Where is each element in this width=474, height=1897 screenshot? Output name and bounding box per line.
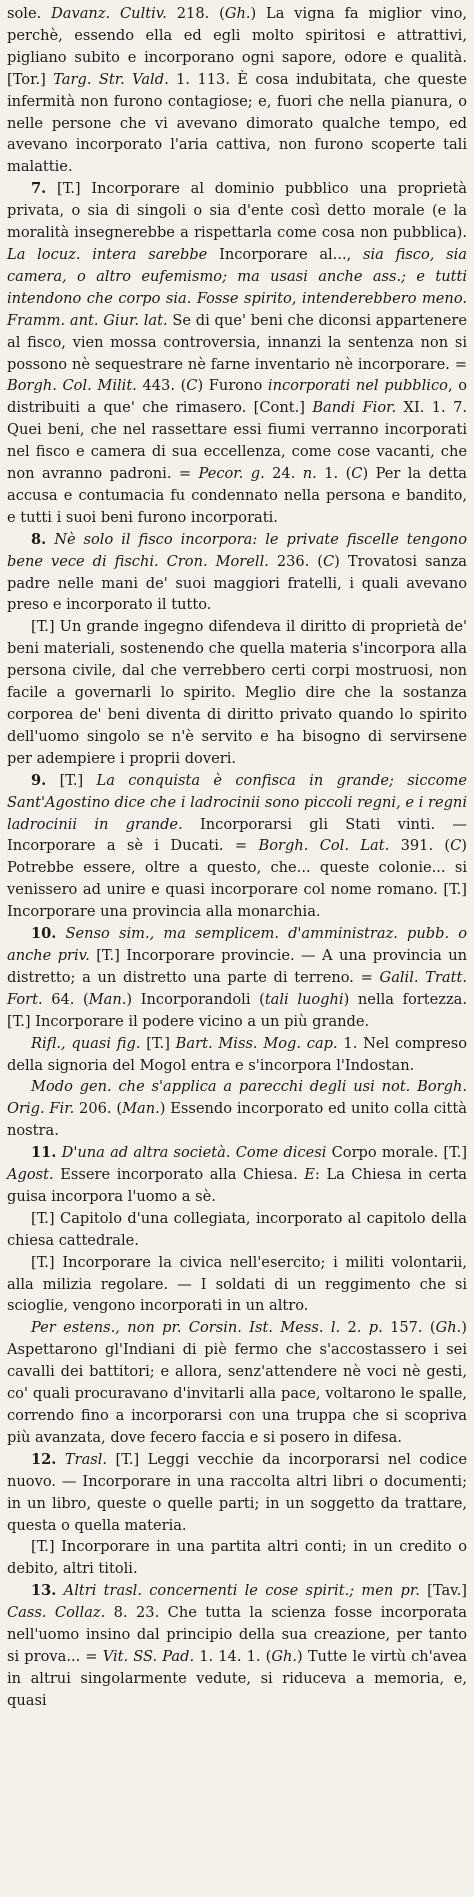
dictionary-column [7,3,467,1712]
entry-paragraph: sole. Davanz. Cultiv. 218. (Gh.) La vigna fa miglior vino, perchè, essendo ella ed egli molto spiritosi e attrattivi, pigliano subito e incorporano ogni sapore, odore e qualità. [Tor.] Targ. Str. Vald. 1. 113. È cosa indubitata, che queste infermità non furono contagiose; e, fuori che nella pianura, o nelle persone che vi avevano dimorato qualche tempo, ed avevano incorporato l'aria cattiva, non furono scoperte tali malattie. [7,5,467,176]
entry-paragraph: [T.] Incorporare in una partita altri conti; in un credito o debito, altri titoli. [7,1538,467,1578]
entry-paragraph: [T.] Capitolo d'una collegiata, incorporato al capitolo della chiesa cattedrale. [7,1209,467,1249]
entry-paragraph: 8. Nè solo il fisco incorpora: le private fiscelle tengono bene vece di fischi. Cron. Morell. 236. (C) Trovatosi sanza padre nelle mani de' suoi maggiori fratelli, i quali avevano preso e incorporato il tutto. [7,530,468,614]
entry-paragraph: 12. Trasl. [T.] Leggi vecchie da incorporarsi nel codice nuovo. — Incorporare in una raccolta altri libri o documenti; in un libro, queste o quelle parti; in un soggetto da trattare, questa o quella materia. [7,1450,467,1534]
entry-paragraph: Rifl., quasi fig. [T.] Bart. Miss. Mog. cap. 1. Nel compreso della signoria del Mogol entra e s'incorpora l'Indostan. [7,1034,467,1074]
entry-paragraph: [T.] Un grande ingegno difendeva il diritto di proprietà de' beni materiali, sostenendo che quella materia s'incorpora alla persona civile, dal che verrebbero certi corpi mostruosi, non facile a governarli lo spirito. Meglio dire che la sostanza corporea de' beni diventa di diritto privato quando lo spirito dell'uomo singolo se n'è servito e ha bisogno di servirsene per adempiere i proprii doveri. [7,618,467,767]
entry-paragraph: 7. [T.] Incorporare al dominio pubblico una proprietà privata, o sia di singoli o sia d'ente così detto morale (e la moralità insegnerebbe a rispettarla come cosa non pubblica). La locuz. intera sarebbe Incorporare al..., sia fisco, sia camera, o altro eufemismo; ma usasi anche ass.; e tutti intendono che corpo sia. Fosse spirito, intenderebbero meno. Framm. ant. Giur. lat. Se di que' beni che diconsi appartenere al fisco, vien mossa controversia, innanzi la sentenza non si possono nè sequestrare nè farne inventario nè incorporare. = Borgh. Col. Milit. 443. (C) Furono incorporati nel pubblico, o distribuiti a que' che rimasero. [Cont.] Bandi Fior. XI. 1. 7. Quei beni, che nel rassettare essi fiumi verranno incorporati nel fisco e camera di sua eccellenza, come cose vacanti, che non avranno padroni. = Pecor. g. 24. n. 1. (C) Per la detta accusa e contumacia fu condennato nella persona e bandito, e tutti i suoi beni furono incorporati. [7,180,467,526]
entry-paragraph: 13. Altri trasl. concernenti le cose spirit.; men pr. [Tav.] Cass. Collaz. 8. 23. Che tutta la scienza fosse incorporata nell'uomo insino dal principio della sua creazione, per tanto si prova... = Vit. SS. Pad. 1. 14. 1. (Gh.) Tutte le virtù ch'avea in altrui singolarmente vedute, si riduceva a memoria, e, quasi [7,1582,467,1709]
entry-paragraph: Per estens., non pr. Corsin. Ist. Mess. l. 2. p. 157. (Gh.) Aspettarono gl'Indiani di piè fermo che s'accostassero i sei cavalli dei battitori; e allora, senz'attendere nè voci nè gesti, co' quali procuravano d'invitarli alla pace, voltarono le spalle, correndo fino a incorporarsi con una truppa che si scopriva più avanzata, dove fecero faccia e si posero in difesa. [7,1319,467,1446]
entry-paragraph: 10. Senso sim., ma semplicem. d'amministraz. pubb. o anche priv. [T.] Incorporare provincie. — A una provincia un distretto; a un distretto una parte di terreno. = Galil. Tratt. Fort. 64. (Man.) Incorporandoli (tali luoghi) nella fortezza. [T.] Incorporare il podere vicino a un più grande. [7,925,468,1030]
entry-paragraph: [T.] Incorporare la civica nell'esercito; i militi volontarii, alla milizia regolare. — I soldati di un reggimento che si scioglie, vengono incorporati in un altro. [7,1253,467,1315]
entry-paragraph: Modo gen. che s'applica a parecchi degli usi not. Borgh. Orig. Fir. 206. (Man.) Essendo incorporato ed unito colla città nostra. [7,1078,467,1140]
entry-paragraph: 11. D'una ad altra società. Come dicesi Corpo morale. [T.] Agost. Essere incorporato alla Chiesa. E: La Chiesa in certa guisa incorpora l'uomo a sè. [7,1144,468,1205]
entry-paragraph: 9. [T.] La conquista è confisca in grande; siccome Sant'Agostino dice che i ladrocinii sono piccoli regni, e i regni ladrocinii in grande. Incorporarsi gli Stati vinti. — Incorporare a sè i Ducati. = Borgh. Col. Lat. 391. (C) Potrebbe essere, oltre a questo, che... queste colonie... si venissero ad unire e quasi incorporare col nome romano. [T.] Incorporare una provincia alla monarchia. [7,771,467,921]
